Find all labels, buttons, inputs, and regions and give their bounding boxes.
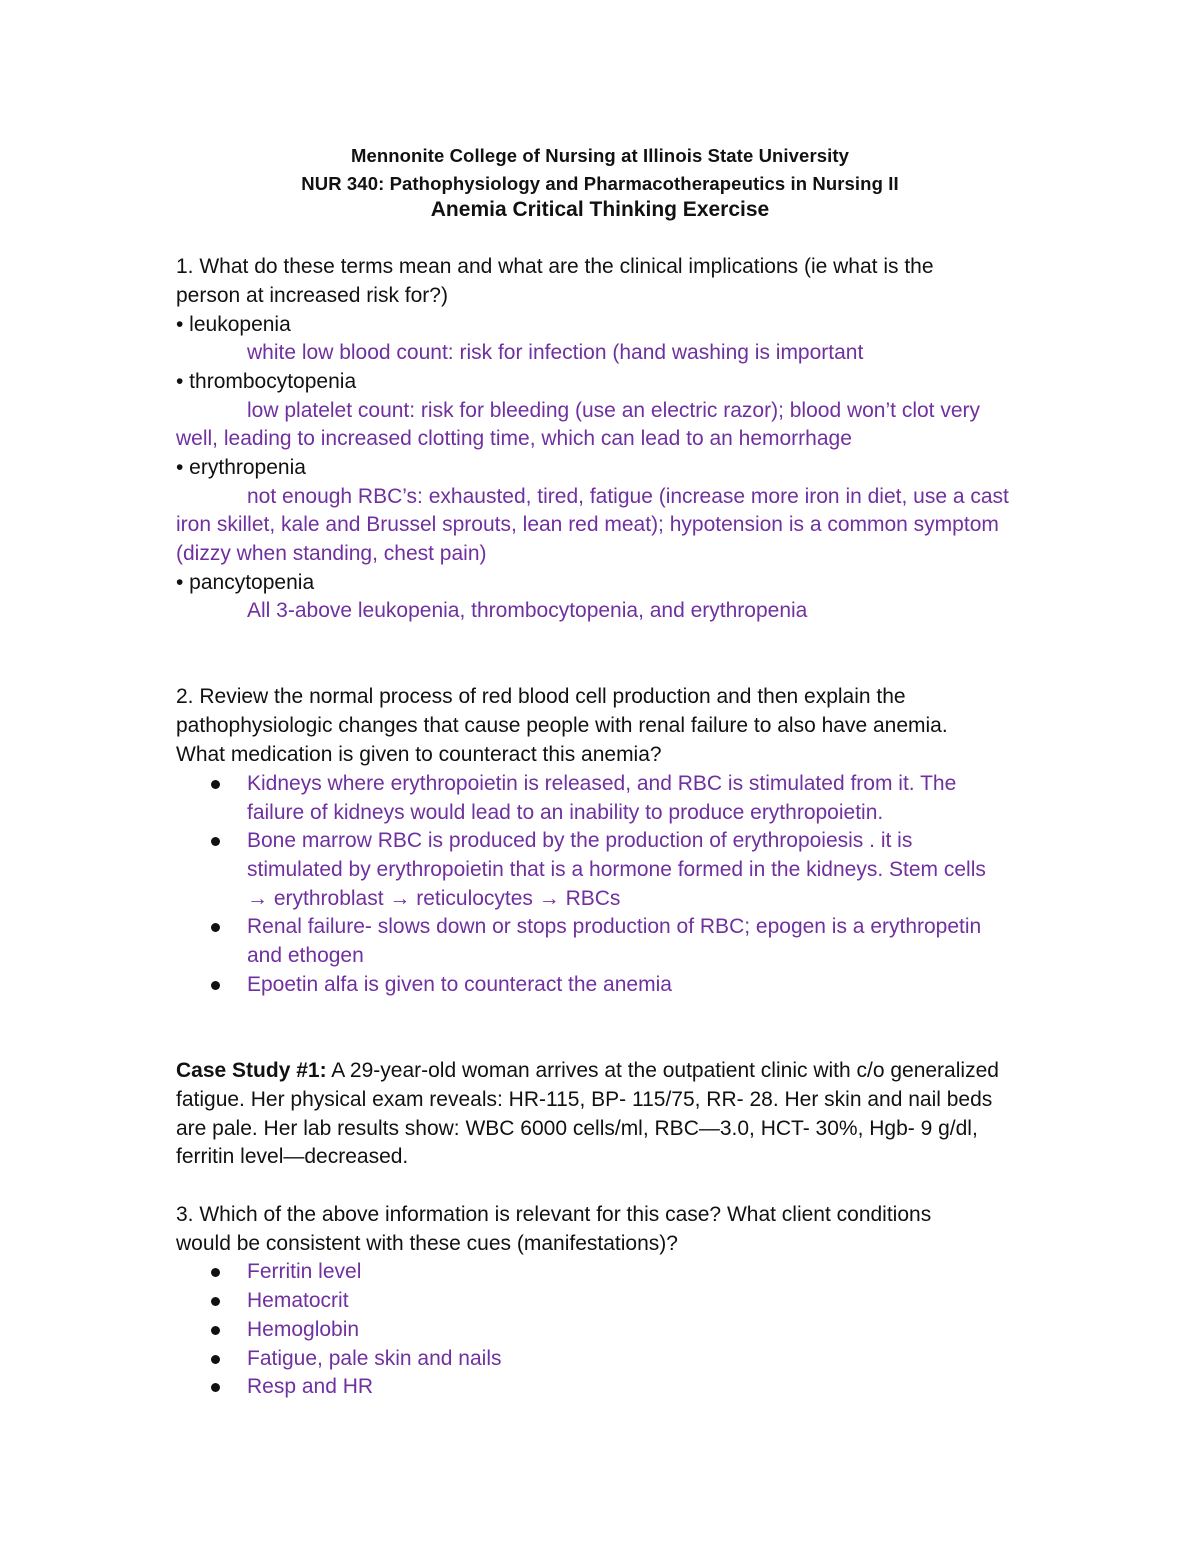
q1-prompt-line2: person at increased risk for?) xyxy=(176,284,448,307)
q2-prompt-line2: pathophysiologic changes that cause people with renal failure to also have anemia. xyxy=(176,714,948,737)
q2-answer-1-line2: failure of kidneys would lead to an inability to produce erythropoietin. xyxy=(247,801,884,824)
answer-pancytopenia: All 3-above leukopenia, thrombocytopenia, and erythropenia xyxy=(247,599,808,622)
q3-answer-resp-hr: Resp and HR xyxy=(247,1375,374,1398)
q3-answer-fatigue: Fatigue, pale skin and nails xyxy=(247,1347,502,1370)
answer-erythropenia-line1: not enough RBC’s: exhausted, tired, fatigue (increase more iron in diet, use a cast xyxy=(247,485,1009,508)
case-study-line2: fatigue. Her physical exam reveals: HR-115, BP- 115/75, RR- 28. Her skin and nail beds xyxy=(176,1088,993,1111)
q3-prompt-line1: 3. Which of the above information is relevant for this case? What client conditions xyxy=(176,1203,932,1226)
term-thrombocytopenia: • thrombocytopenia xyxy=(176,370,357,393)
q2-prompt-line1: 2. Review the normal process of red blood cell production and then explain the xyxy=(176,685,906,708)
q1-prompt-line1: 1. What do these terms mean and what are the clinical implications (ie what is the xyxy=(176,255,934,278)
q2-answer-2-line3: → erythroblast → reticulocytes → RBCs xyxy=(247,887,621,910)
answer-erythropenia-line3: (dizzy when standing, chest pain) xyxy=(176,542,487,565)
course-title: NUR 340: Pathophysiology and Pharmacotherapeutics in Nursing II xyxy=(301,173,899,194)
page-title: Anemia Critical Thinking Exercise xyxy=(430,198,770,221)
bullet-dot xyxy=(211,1326,220,1335)
answer-leukopenia: white low blood count: risk for infection (hand washing is important xyxy=(247,341,864,364)
q2-answer-4: Epoetin alfa is given to counteract the anemia xyxy=(247,973,672,996)
case-study-line1 xyxy=(176,1058,999,1084)
q3-prompt-line2: would be consistent with these cues (manifestations)? xyxy=(176,1232,678,1255)
q2-answer-2-line1: Bone marrow RBC is produced by the production of erythropoiesis . it is xyxy=(247,829,913,852)
bullet-dot xyxy=(211,837,220,846)
case-study-label: Case Study #1: xyxy=(176,1059,327,1082)
bullet-dot xyxy=(211,1383,220,1392)
q3-answer-hematocrit: Hematocrit xyxy=(247,1289,349,1312)
bullet-dot xyxy=(211,981,220,990)
bullet-dot xyxy=(211,1297,220,1306)
answer-erythropenia-line2: iron skillet, kale and Brussel sprouts, lean red meat); hypotension is a common symptom xyxy=(176,513,999,536)
q2-prompt-line3: What medication is given to counteract this anemia? xyxy=(176,743,662,766)
bullet-dot xyxy=(211,780,220,789)
q2-answer-1-line1: Kidneys where erythropoietin is released, and RBC is stimulated from it. The xyxy=(247,772,957,795)
term-leukopenia: • leukopenia xyxy=(176,313,291,336)
q3-answer-hemoglobin: Hemoglobin xyxy=(247,1318,360,1341)
q2-answer-2-line2: stimulated by erythropoietin that is a hormone formed in the kidneys. Stem cells xyxy=(247,858,986,881)
q3-answer-ferritin: Ferritin level xyxy=(247,1260,362,1283)
term-erythropenia: • erythropenia xyxy=(176,456,306,479)
college-name: Mennonite College of Nursing at Illinois State University xyxy=(350,145,850,166)
bullet-dot xyxy=(211,1268,220,1277)
case-study-line3: are pale. Her lab results show: WBC 6000 cells/ml, RBC—3.0, HCT- 30%, Hgb- 9 g/dl, xyxy=(176,1117,978,1140)
q2-answer-3-line2: and ethogen xyxy=(247,944,364,967)
bullet-dot xyxy=(211,923,220,932)
bullet-dot xyxy=(211,1355,220,1364)
q2-answer-3-line1: Renal failure- slows down or stops production of RBC; epogen is a erythropetin xyxy=(247,915,982,938)
answer-thrombocytopenia-line1: low platelet count: risk for bleeding (use an electric razor); blood won’t clot very xyxy=(247,399,981,422)
case-study-text: A 29-year-old woman arrives at the outpatient clinic with c/o generalized xyxy=(326,1059,999,1082)
answer-thrombocytopenia-line2: well, leading to increased clotting time, which can lead to an hemorrhage xyxy=(176,427,852,450)
term-pancytopenia: • pancytopenia xyxy=(176,571,315,594)
case-study-line4: ferritin level—decreased. xyxy=(176,1145,409,1168)
